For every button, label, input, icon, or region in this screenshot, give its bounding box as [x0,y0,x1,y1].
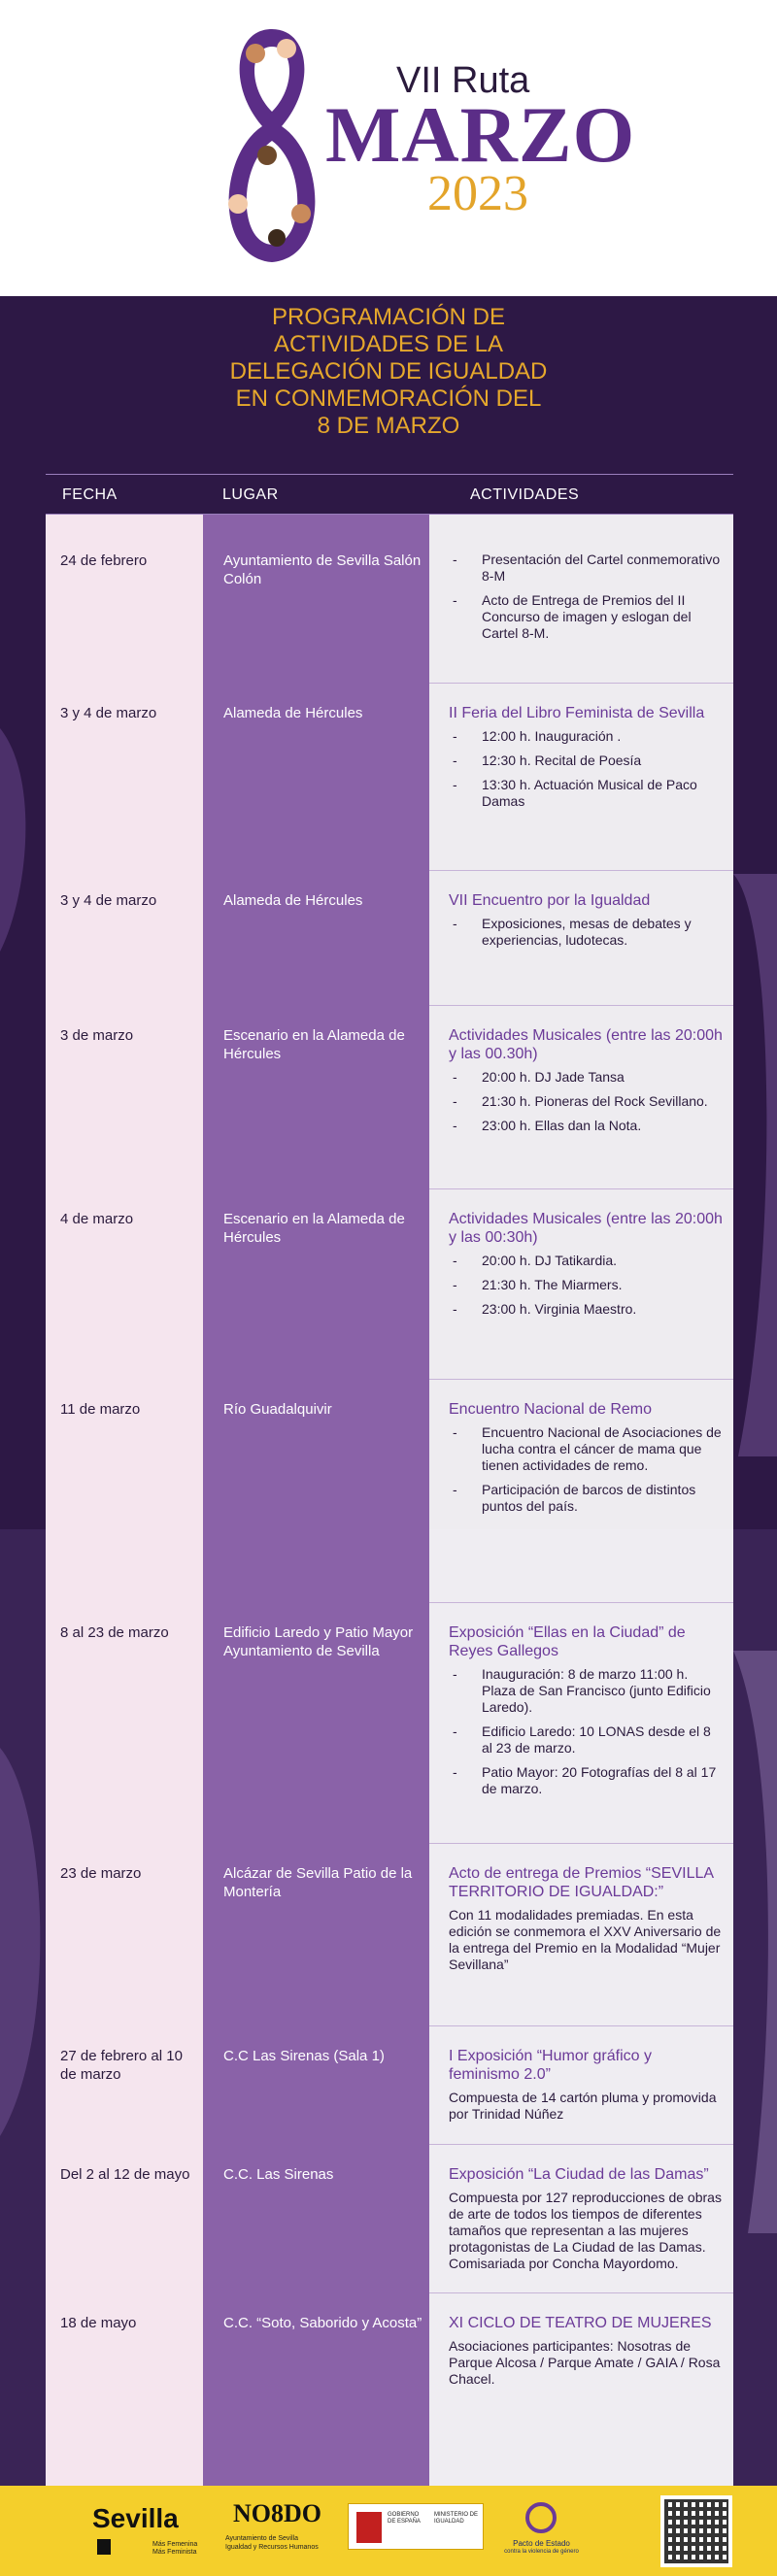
activity-title: II Feria del Libro Feminista de Sevilla [449,705,705,721]
nodo-subtitle: Ayuntamiento de Sevilla Igualdad y Recursos Humanos [225,2535,319,2551]
row-lugar: C.C. Las Sirenas [223,2166,334,2183]
activity-title: XI CICLO DE TEATRO DE MUJERES [449,2315,712,2331]
row-separator [429,1005,733,1006]
activity-title: VII Encuentro por la Igualdad [449,892,651,909]
activity-item: - 23:00 h. Virginia Maestro. [449,1301,723,1318]
activity-title: Actividades Musicales (entre las 20:00h y las 00:30h) [449,1211,723,1246]
activity-list [449,1666,723,1797]
row-actividades [449,552,723,650]
activity-title: Actividades Musicales (entre las 20:00h y las 00.30h) [449,1027,723,1062]
activity-item: - Exposiciones, mesas de debates y experiencias, ludotecas. [449,916,723,949]
nodo-logo: NO8DO [233,2499,321,2527]
qr-code-icon [660,2495,732,2567]
row-separator [429,1188,733,1189]
program-title-line: 8 DE MARZO [317,413,460,439]
program-title-line: ACTIVIDADES DE LA [273,331,504,357]
women-eight-logo [209,19,335,272]
row-lugar: C.C. “Soto, Saborido y Acosta” [223,2315,422,2331]
activity-list [449,1253,723,1318]
row-fecha: 3 de marzo [60,1027,134,1044]
activity-item: - 12:00 h. Inauguración . [449,728,723,745]
header-lugar: LUGAR [222,486,279,503]
activity-item: - Encuentro Nacional de Asociaciones de lucha contra el cáncer de mama que tienen actividades de remo. [449,1424,723,1474]
activity-list [449,1424,723,1515]
sevilla-logo: Sevilla [92,2503,179,2533]
row-actividades [449,1026,723,1142]
activity-title: Acto de entrega de Premios “SEVILLA TERRITORIO DE IGUALDAD:” [449,1865,714,1900]
pacto-text [500,2539,583,2557]
column-fecha [46,515,203,2486]
title-marzo: MARZO [325,90,636,179]
gobierno-text: GOBIERNO DE ESPAÑA [388,2512,421,2525]
activity-list [449,552,723,642]
sevilla-shield-icon [97,2539,111,2555]
activity-title: Encuentro Nacional de Remo [449,1401,653,1418]
spain-shield-icon [356,2512,382,2543]
row-lugar: Río Guadalquivir [223,1401,332,1418]
activity-description: Compuesta de 14 cartón pluma y promovida por Trinidad Núñez [449,2090,717,2122]
row-fecha: 3 y 4 de marzo [60,892,157,909]
row-separator [429,1843,733,1844]
row-actividades [449,1623,723,1805]
activity-list [449,728,723,810]
row-separator [429,683,733,684]
row-fecha: 18 de mayo [60,2315,137,2331]
activity-item: - Participación de barcos de distintos puntos del país. [449,1482,723,1515]
activity-item: - 21:30 h. The Miarmers. [449,1277,723,1293]
title-year: 2023 [427,166,528,221]
activity-item: - 20:00 h. DJ Jade Tansa [449,1069,723,1086]
row-lugar: C.C Las Sirenas (Sala 1) [223,2048,385,2064]
row-fecha: 4 de marzo [60,1211,134,1227]
row-lugar: Alameda de Hércules [223,892,363,909]
row-fecha: 11 de marzo [60,1401,141,1418]
pacto-estado-logo [500,2500,583,2559]
activity-description: Con 11 modalidades premiadas. En esta edición se conmemora el XXV Aniversario de la entrega del Premio en la Modalidad “Mujer Sevillana” [449,1907,722,1972]
row-separator [429,1379,733,1380]
ministerio-text: MINISTERIO DE IGUALDAD [434,2512,479,2525]
row-lugar: Edificio Laredo y Patio Mayor Ayuntamiento de Sevilla [223,1624,414,1659]
activity-title: I Exposición “Humor gráfico y feminismo 2.0” [449,2048,652,2083]
activity-item: - 20:00 h. DJ Tatikardia. [449,1253,723,1269]
sevilla-subtitle: Más Femenina Más Feminista [152,2541,198,2556]
row-fecha: 3 y 4 de marzo [60,705,157,721]
program-title-line: DELEGACIÓN DE IGUALDAD [229,358,548,385]
column-lugar [203,515,429,2486]
row-fecha: 27 de febrero al 10 de marzo [60,2048,183,2083]
pacto-title: Pacto de Estado [513,2539,570,2548]
activity-description: Asociaciones participantes: Nosotras de Parque Alcosa / Parque Amate / GAIA / Rosa Chacel. [449,2338,721,2387]
activity-item: - 23:00 h. Ellas dan la Nota. [449,1118,723,1134]
row-lugar: Escenario en la Alameda de Hércules [223,1211,405,1246]
row-actividades [449,1400,723,1522]
header-fecha: FECHA [62,486,118,503]
row-separator [429,870,733,871]
table-header [46,474,733,515]
row-fecha: 23 de marzo [60,1865,142,1882]
program-title-line: EN CONMEMORACIÓN DEL [235,385,542,412]
program-title [146,304,631,440]
row-actividades [449,704,723,818]
row-actividades [449,1864,723,1973]
row-fecha: 24 de febrero [60,552,148,569]
activity-item: - Edificio Laredo: 10 LONAS desde el 8 al 23 de marzo. [449,1723,723,1756]
activity-item: - Presentación del Cartel conmemorativo 8-M [449,552,723,585]
row-actividades [449,2165,723,2272]
pacto-subtitle: contra la violencia de género [504,2549,579,2555]
activity-list [449,1069,723,1134]
row-lugar: Alcázar de Sevilla Patio de la Montería [223,1865,413,1900]
header-actividades: ACTIVIDADES [470,486,580,503]
activity-title: Exposición “Ellas en la Ciudad” de Reyes Gallegos [449,1624,686,1659]
gobierno-espana-logo [348,2503,484,2550]
row-actividades [449,1210,723,1325]
activity-item: - Inauguración: 8 de marzo 11:00 h. Plaza de San Francisco (junto Edificio Laredo). [449,1666,723,1716]
row-lugar: Alameda de Hércules [223,705,363,721]
activity-item: - 13:30 h. Actuación Musical de Paco Damas [449,777,723,810]
activity-item: - Acto de Entrega de Premios del II Concurso de imagen y eslogan del Cartel 8-M. [449,592,723,642]
row-lugar: Escenario en la Alameda de Hércules [223,1027,405,1062]
pacto-circle-icon [525,2502,557,2533]
activity-title: Exposición “La Ciudad de las Damas” [449,2166,709,2183]
row-separator [429,2292,733,2293]
activity-item: - 21:30 h. Pioneras del Rock Sevillano. [449,1093,723,1110]
row-separator [429,1602,733,1603]
poster-header [0,0,777,296]
row-actividades [449,2314,723,2388]
program-title-line: PROGRAMACIÓN DE [271,304,506,330]
row-lugar: Ayuntamiento de Sevilla Salón Colón [223,552,422,587]
row-actividades [449,2047,723,2123]
row-fecha: 8 al 23 de marzo [60,1624,169,1641]
title-ruta: VII Ruta [396,60,530,101]
row-separator [429,2025,733,2026]
sponsors-footer [0,2486,777,2576]
activity-item: - 12:30 h. Recital de Poesía [449,753,723,769]
row-actividades [449,891,723,956]
row-separator [429,2144,733,2145]
activity-list [449,916,723,949]
row-fecha: Del 2 al 12 de mayo [60,2166,190,2183]
activity-item: - Patio Mayor: 20 Fotografías del 8 al 17 de marzo. [449,1764,723,1797]
activity-description: Compuesta por 127 reproducciones de obras de arte de todos los tiempos de diferentes tamaños que representan a las mujeres protagonistas de La Ciudad de las Damas. Comisariada por Concha Mayordomo. [449,2190,722,2271]
